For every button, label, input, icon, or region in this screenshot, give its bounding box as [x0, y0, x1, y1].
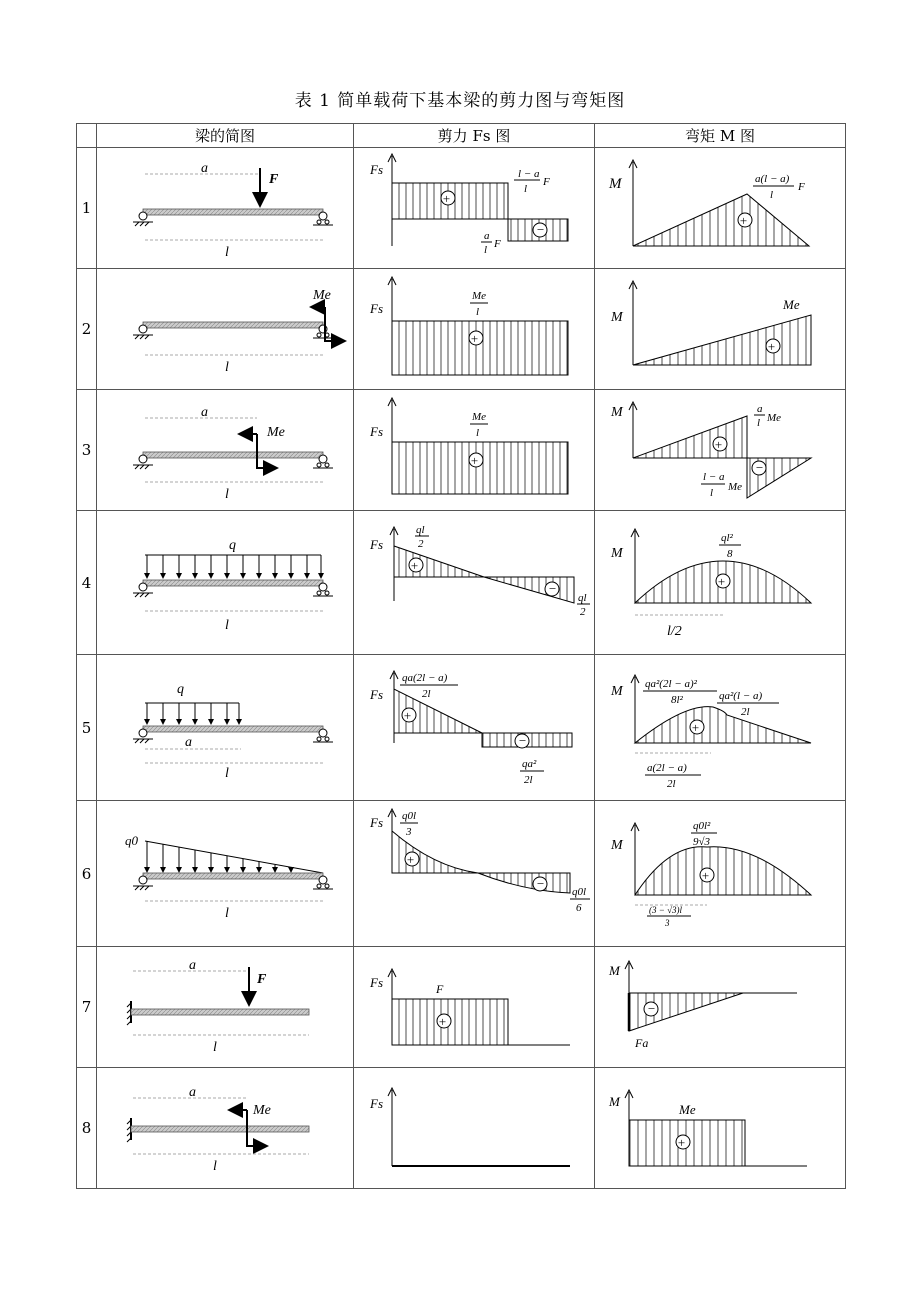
moment-sketch [595, 511, 846, 654]
moment-diagram [595, 1068, 846, 1189]
moment-sketch [595, 801, 846, 946]
moment-diagram [595, 947, 846, 1068]
moment-mid-num: qa²(l − a) [719, 690, 763, 702]
moment-diagram [595, 655, 846, 801]
header-moment: 弯矩 M 图 [595, 124, 846, 148]
shear-top-den: 3 [406, 826, 412, 838]
svg-text:−: − [548, 581, 557, 596]
moment-peak-num: q0l² [693, 820, 711, 832]
svg-text:+: + [438, 1014, 447, 1029]
load-label: F [269, 172, 279, 187]
shear-top-den: l [524, 183, 528, 195]
beam-diagram [97, 947, 354, 1068]
moment-peak-num: qa²(2l − a)² [645, 678, 697, 690]
dim-l-label: l [213, 1159, 217, 1174]
beam-sketch [97, 1068, 354, 1188]
beam-sketch [97, 148, 354, 268]
moment-sketch [595, 269, 846, 389]
moment-sketch [595, 1068, 846, 1188]
table-row [77, 1068, 846, 1189]
moment-top-sym: Me [767, 412, 782, 424]
dim-l-label: l [225, 766, 229, 781]
beam-diagram [97, 390, 354, 511]
moment-pos-num: a(2l − a) [647, 762, 687, 774]
moment-peak-den: 9√3 [693, 836, 711, 848]
shear-bot-num: ql [578, 592, 587, 604]
moment-pos-label: l/2 [667, 624, 682, 639]
table-row [77, 148, 846, 269]
dim-a-label: a [201, 161, 208, 176]
header-beam: 梁的简图 [97, 124, 354, 148]
table-row [77, 947, 846, 1068]
shear-sketch [354, 148, 595, 268]
shear-top-den: 2l [422, 688, 431, 700]
shear-diagram [354, 390, 595, 511]
moment-peak-num: ql² [721, 532, 733, 544]
dim-a-label: a [185, 735, 192, 750]
row-number: 4 [77, 511, 97, 655]
moment-top-num: a [757, 403, 763, 415]
shear-diagram [354, 801, 595, 947]
shear-top-num: ql [416, 524, 425, 536]
axis-label: M [611, 546, 623, 561]
svg-text:−: − [755, 460, 764, 475]
row-number: 8 [77, 1068, 97, 1189]
moment-peak-den: 8 [727, 548, 733, 560]
moment-diagram [595, 511, 846, 655]
beam-diagram [97, 511, 354, 655]
table-row [77, 269, 846, 390]
moment-peak-sym: F [798, 181, 805, 193]
axis-label: M [609, 963, 620, 978]
moment-pos-den: 3 [665, 918, 670, 928]
beam-diagram [97, 801, 354, 947]
svg-text:+: + [739, 213, 748, 228]
axis-label: Fs [370, 301, 383, 316]
row-number: 7 [77, 947, 97, 1068]
shear-sketch [354, 269, 595, 389]
load-label: Me [267, 425, 285, 440]
moment-sketch [595, 148, 846, 268]
shear-sketch [354, 801, 595, 946]
moment-sketch [595, 390, 846, 510]
load-label: q [229, 538, 236, 553]
table-row [77, 390, 846, 511]
svg-text:+: + [470, 453, 479, 468]
svg-text:−: − [518, 733, 527, 748]
svg-text:+: + [717, 574, 726, 589]
moment-diagram [595, 148, 846, 269]
moment-sketch [595, 947, 846, 1067]
beam-diagram [97, 269, 354, 390]
svg-text:−: − [647, 1001, 656, 1016]
header-shear: 剪力 Fs 图 [354, 124, 595, 148]
shear-sketch [354, 655, 595, 800]
shear-num: Me [472, 411, 487, 423]
moment-pos-den: 2l [667, 778, 676, 790]
load-label: Me [313, 288, 331, 303]
moment-peak-den: l [770, 189, 774, 201]
shear-sketch [354, 1068, 595, 1188]
moment-val: Me [679, 1102, 696, 1117]
axis-label: M [611, 838, 623, 853]
row-number: 6 [77, 801, 97, 947]
axis-label: Fs [370, 162, 383, 177]
beam-diagram [97, 655, 354, 801]
page-title: 表 1 简单载荷下基本梁的剪力图与弯矩图 [294, 91, 626, 111]
moment-bot-num: l − a [703, 471, 725, 483]
svg-text:+: + [767, 339, 776, 354]
table-row [77, 801, 846, 947]
moment-pos-num: (3 − √3)l [649, 905, 683, 915]
dim-a-label: a [189, 1085, 196, 1100]
moment-top-den: l [757, 417, 761, 429]
row-number: 3 [77, 390, 97, 511]
axis-label: Fs [370, 687, 383, 702]
moment-diagram [595, 390, 846, 511]
axis-label: M [611, 310, 623, 325]
dim-l-label: l [225, 360, 229, 375]
beam-sketch [97, 511, 354, 654]
shear-sketch [354, 947, 595, 1067]
svg-text:+: + [403, 708, 412, 723]
shear-diagram [354, 148, 595, 269]
svg-text:+: + [406, 852, 415, 867]
shear-top-num: q0l [402, 810, 417, 822]
beam-sketch [97, 390, 354, 510]
beam-sketch [97, 801, 354, 946]
load-label: Me [253, 1103, 271, 1118]
shear-diagram [354, 1068, 595, 1189]
beam-sketch [97, 655, 354, 800]
row-number: 1 [77, 148, 97, 269]
shear-bot-num: qa² [522, 758, 537, 770]
shear-bot-sym: F [494, 238, 501, 250]
axis-label: M [611, 405, 623, 420]
axis-label: Fs [370, 1096, 383, 1111]
table-header-row [77, 124, 846, 148]
svg-text:+: + [691, 720, 700, 735]
svg-text:+: + [701, 868, 710, 883]
moment-end-label: Me [783, 297, 800, 312]
beam-sketch [97, 947, 354, 1067]
shear-val: F [436, 982, 444, 996]
shear-top-num: qa(2l − a) [402, 672, 448, 684]
shear-top-num: l − a [518, 168, 540, 180]
moment-peak-num: a(l − a) [755, 173, 790, 185]
shear-top-den: 2 [418, 538, 424, 550]
shear-den: l [476, 427, 480, 439]
svg-text:−: − [536, 876, 545, 891]
shear-sketch [354, 511, 595, 654]
shear-bot-den: 2 [580, 606, 586, 618]
shear-diagram [354, 655, 595, 801]
shear-den: l [476, 306, 480, 318]
header-num [77, 124, 97, 148]
svg-text:+: + [714, 437, 723, 452]
svg-text:+: + [470, 331, 479, 346]
shear-sketch [354, 390, 595, 510]
shear-bot-den: l [484, 244, 488, 256]
axis-label: Fs [370, 815, 383, 830]
axis-label: Fs [370, 537, 383, 552]
shear-bot-den: 2l [524, 774, 533, 786]
svg-text:+: + [677, 1135, 686, 1150]
dim-l-label: l [225, 487, 229, 502]
shear-top-sym: F [543, 176, 550, 188]
axis-label: M [611, 684, 623, 699]
shear-diagram [354, 511, 595, 655]
moment-bot-den: l [710, 487, 714, 499]
axis-label: Fs [370, 975, 383, 990]
svg-text:+: + [442, 191, 451, 206]
axis-label: M [609, 1094, 620, 1109]
dim-l-label: l [225, 618, 229, 633]
svg-text:+: + [410, 558, 419, 573]
shear-bot-den: 6 [576, 902, 582, 914]
moment-bot-sym: Me [728, 481, 743, 493]
table-row [77, 511, 846, 655]
axis-label: Fs [370, 424, 383, 439]
load-label: q0 [125, 833, 138, 848]
beam-table [76, 123, 846, 1189]
shear-bot-num: q0l [572, 886, 587, 898]
shear-bot-num: a [484, 230, 490, 242]
moment-peak-den: 8l² [671, 694, 683, 706]
moment-val: Fa [635, 1036, 649, 1050]
beam-diagram [97, 1068, 354, 1189]
beam-diagram [97, 148, 354, 269]
dim-a-label: a [189, 958, 196, 973]
moment-diagram [595, 801, 846, 947]
table-row [77, 655, 846, 801]
dim-a-label: a [201, 405, 208, 420]
moment-mid-den: 2l [741, 706, 750, 718]
svg-text:−: − [536, 222, 545, 237]
moment-sketch [595, 655, 846, 800]
row-number: 5 [77, 655, 97, 801]
dim-l-label: l [225, 906, 229, 921]
row-number: 2 [77, 269, 97, 390]
load-label: F [257, 972, 267, 987]
axis-label: M [609, 176, 622, 192]
shear-num: Me [472, 290, 487, 302]
dim-l-label: l [225, 245, 229, 260]
shear-diagram [354, 947, 595, 1068]
dim-l-label: l [213, 1040, 217, 1055]
shear-diagram [354, 269, 595, 390]
beam-sketch [97, 269, 354, 389]
moment-diagram [595, 269, 846, 390]
load-label: q [177, 682, 184, 697]
